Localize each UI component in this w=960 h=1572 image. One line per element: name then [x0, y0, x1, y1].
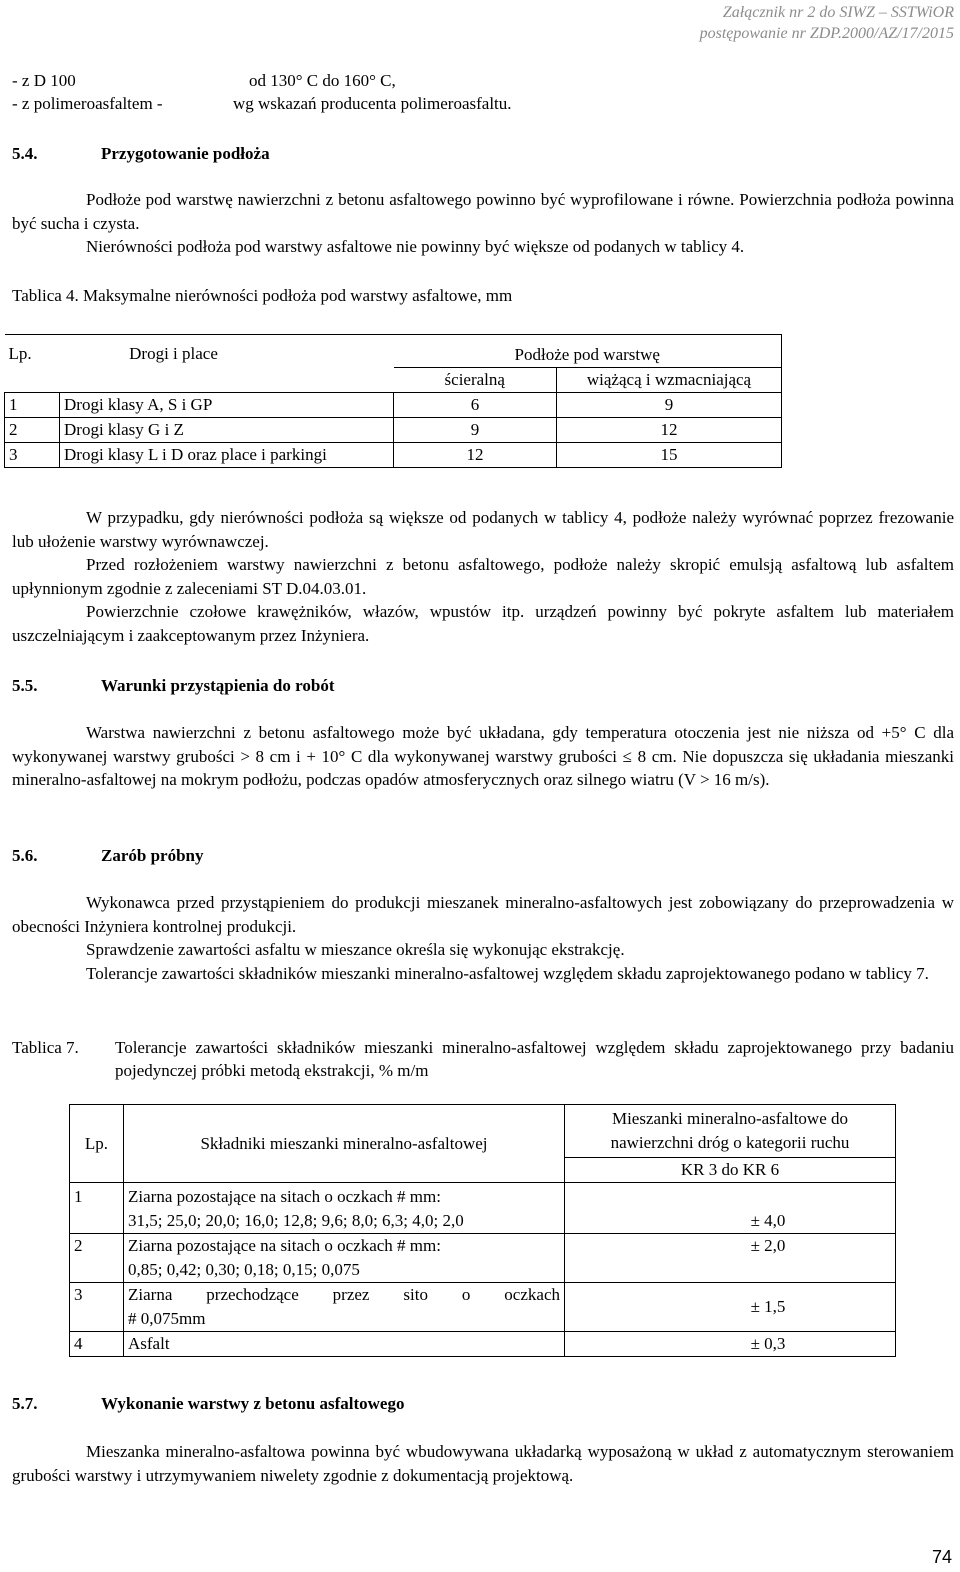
table-4 [4, 334, 782, 468]
section-title: Warunki przystąpienia do robót [101, 676, 335, 695]
paragraph: Warstwa nawierzchni z betonu asfaltowego może być układana, gdy temperatura otoczenia jest nie niższa od +5° C dla wykonywanej warstwy grubości > 8 cm i + 10° C dla wykonywanej warstwy grubości ≤ 8 cm. Nie dopuszcza się układania mieszanki mineralno-asfaltowej na mokrym podłożu, podczas opadów atmosferycznych oraz silnego wiatru (V > 16 m/s). [12, 723, 954, 789]
section-number: 5.4. [12, 144, 38, 163]
section-title: Wykonanie warstwy z betonu asfaltowego [101, 1394, 405, 1413]
header-roads: Drogi i place [129, 344, 218, 363]
paragraph: Wykonawca przed przystąpieniem do produkcji mieszanek mineralno-asfaltowych jest zobowiązany do przeprowadzenia w obecności Inżyniera kontrolnej produkcji. [12, 893, 954, 936]
paragraph: Tolerancje zawartości składników mieszanki mineralno-asfaltowej względem składu zaprojektowanego podano w tablicy 7. [86, 963, 929, 983]
section-5-5-heading [12, 675, 335, 697]
caption-text: Tolerancje zawartości składników mieszanki mineralno-asfaltowej względem składu zaprojektowanego przy badaniu pojedynczej próbki metodą ekstrakcji, % m/m [115, 1038, 954, 1080]
header-wear: ścieralną [394, 368, 557, 393]
section-5-6-heading [12, 845, 204, 867]
header-line-1: Załącznik nr 2 do SIWZ – SSTWiOR [722, 4, 954, 21]
header-lp: Lp. [8, 344, 32, 363]
section-number: 5.7. [12, 1394, 38, 1413]
section-5-4-body [12, 188, 954, 259]
table-row: 1 Drogi klasy A, S i GP 6 9 [5, 393, 782, 418]
section-5-6-body [12, 891, 954, 985]
table-7-caption [12, 1036, 954, 1082]
table-row: 1 Ziarna pozostające na sitach o oczkach # mm: 31,5; 25,0; 20,0; 16,0; 12,8; 9,6; 8,0; 6,3; 4,0; 2,0 ± 4,0 [70, 1183, 896, 1234]
table-row: 3 Ziarna przechodzące przez sito o oczkach # 0,075mm ± 1,5 [70, 1283, 896, 1332]
paragraph: Nierówności podłoża pod warstwy asfaltowe nie powinny być większe od podanych w tablicy 4. [86, 237, 745, 256]
d100-label: - z D 100 [12, 71, 76, 90]
table-row: 2 Ziarna pozostające na sitach o oczkach # mm: 0,85; 0,42; 0,30; 0,18; 0,15; 0,075 ± 2,0 [70, 1234, 896, 1283]
table-7 [69, 1104, 896, 1357]
header-components: Składniki mieszanki mineralno-asfaltowej [124, 1105, 565, 1183]
section-title: Przygotowanie podłoża [101, 144, 270, 163]
paragraph: Mieszanka mineralno-asfaltowa powinna być wbudowywana układarką wyposażoną w układ z automatycznym sterowaniem grubości warstwy i utrzymywaniem niwelety zgodnie z dokumentacją projektową. [12, 1442, 954, 1485]
poly-label: - z polimeroasfaltem - [12, 94, 163, 113]
d100-value: od 130° C do 160° C, [249, 71, 396, 90]
table-row: 4 Asfalt ± 0,3 [70, 1332, 896, 1357]
section-5-7-body [12, 1440, 954, 1487]
section-5-4-heading [12, 143, 270, 165]
section-number: 5.5. [12, 676, 38, 695]
paragraph: Przed rozłożeniem warstwy nawierzchni z betonu asfaltowego, podłoże należy skropić emulsją asfaltową lub asfaltem upłynnionym zgodnie z zaleceniami ST D.04.03.01. [12, 555, 954, 598]
page-header [700, 2, 954, 44]
paragraph: W przypadku, gdy nierówności podłoża są większe od podanych w tablicy 4, podłoże należy wyrównać poprzez frezowanie lub ułożenie warstwy wyrównawczej. [12, 508, 954, 551]
section-title: Zarób próbny [101, 846, 204, 865]
table-row: 3 Drogi klasy L i D oraz place i parkingi 12 15 [5, 443, 782, 468]
table-4-caption: Tablica 4. Maksymalne nierówności podłoża pod warstwy asfaltowe, mm [12, 286, 513, 305]
caption-label: Tablica 7. [12, 1038, 79, 1057]
paragraph: Sprawdzenie zawartości asfaltu w mieszance określa się wykonując ekstrakcję. [86, 940, 625, 959]
header-base: Podłoże pod warstwę [394, 335, 782, 368]
paragraph: Podłoże pod warstwę nawierzchni z betonu asfaltowego powinno być wyprofilowane i równe. Powierzchnia podłoża powinna być sucha i czysta. [12, 190, 954, 233]
section-5-7-heading [12, 1393, 405, 1415]
paragraph: Powierzchnie czołowe krawężników, włazów, wpustów itp. urządzeń powinny być pokryte asfaltem lub materiałem uszczelniającym i zaakceptowanym przez Inżyniera. [12, 602, 954, 645]
header-bind: wiążącą i wzmacniającą [557, 368, 782, 393]
section-number: 5.6. [12, 846, 38, 865]
header-kr: KR 3 do KR 6 [565, 1158, 896, 1183]
section-5-5-body [12, 721, 954, 792]
after-table-4-body [12, 506, 954, 647]
intro-poly [12, 93, 512, 115]
header-line-2: postępowanie nr ZDP.2000/AZ/17/2015 [699, 25, 954, 42]
page-number: 74 [931, 1547, 952, 1567]
header-mixtures: Mieszanki mineralno-asfaltowe do nawierzchni dróg o kategorii ruchu [565, 1105, 896, 1158]
table-row: 2 Drogi klasy G i Z 9 12 [5, 418, 782, 443]
header-lp: Lp. [70, 1105, 124, 1183]
intro-d100 [12, 70, 396, 92]
poly-value: wg wskazań producenta polimeroasfaltu. [233, 94, 512, 113]
